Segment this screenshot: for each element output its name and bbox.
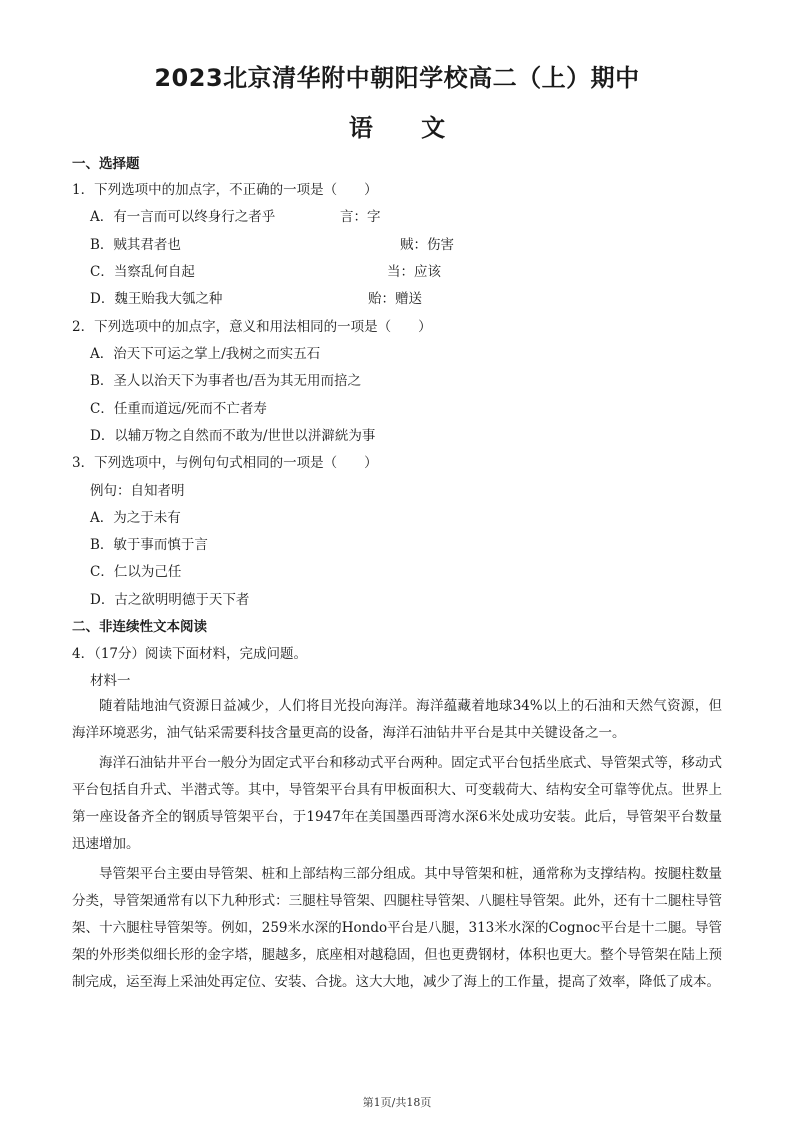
q3-example: 例句：自知者明 — [90, 483, 185, 499]
subject-title: 语 文 — [348, 114, 446, 142]
material-paragraph-2: 海洋石油钻井平台一般分为固定式平台和移动式平台两种。固定式平台包括坐底式、导管架式等，移动式平台包括自升式、半潜式等。其中，导管架平台具有甲板面积大、可变载荷大、结构安全可靠等优点。世界上第一座设备齐全的钢质导管架平台，于1947年在美国墨西哥湾水深6米处成功安装。此后，导管架平台数量迅速增加。 — [72, 755, 722, 852]
q3-option-d: D．古之欲明明德于天下者 — [90, 592, 250, 608]
q2-option-a: A．治天下可运之掌上/我树之而实五石 — [90, 346, 321, 362]
question-3-stem: 3．下列选项中，与例句句式相同的一项是（ ） — [72, 455, 378, 471]
exam-title: 2023北京清华附中朝阳学校高二（上）期中 — [154, 64, 640, 92]
question-1-stem: 1．下列选项中的加点字，不正确的一项是（ ） — [72, 182, 378, 198]
q1-option-a-note: 言：字 — [340, 209, 381, 225]
q1-option-b: B．贼其君者也 — [90, 237, 181, 253]
q3-option-c: C．仁以为己任 — [90, 564, 182, 580]
material-paragraph-1: 随着陆地油气资源日益减少，人们将目光投向海洋。海洋蕴藏着地球34%以上的石油和天然气资源，但海洋环境恶劣，油气钻采需要科技含量更高的设备，海洋石油钻井平台是其中关键设备之一。 — [72, 698, 722, 741]
q1-option-b-note: 贼：伤害 — [400, 237, 454, 253]
q2-option-b: B．圣人以治天下为事者也/吾为其无用而掊之 — [90, 373, 361, 389]
q1-option-c-note: 当：应该 — [387, 264, 441, 280]
material-paragraph-3: 导管架平台主要由导管架、桩和上部结构三部分组成。其中导管架和桩，通常称为支撑结构。按腿柱数量分类，导管架通常有以下九种形式：三腿柱导管架、四腿柱导管架、八腿柱导管架。此外，还有十二腿柱导管架、十六腿柱导管架等。例如，259米水深的Hondo平台是八腿，313米水深的Cognoc平台是十二腿。导管架的外形类似细长形的金字塔，腿越多，底座相对越稳固，但也更费钢材，体积也更大。整个导管架在陆上预制完成，运至海上采油处再定位、安装、合拢。这大大地，减少了海上的工作量，提高了效率，降低了成本。 — [72, 866, 722, 990]
q1-option-a: A．有一言而可以终身行之者乎 — [90, 209, 276, 225]
question-2-stem: 2．下列选项中的加点字，意义和用法相同的一项是（ ） — [72, 319, 432, 335]
q2-option-d: D．以辅万物之自然而不敢为/世世以洴澼絖为事 — [90, 428, 376, 444]
q3-option-a: A．为之于未有 — [90, 510, 181, 526]
section-heading-reading: 二、非连续性文本阅读 — [72, 619, 207, 635]
page-number: 第1页/共18页 — [362, 1096, 432, 1109]
question-4-stem: 4．（17分）阅读下面材料，完成问题。 — [72, 646, 308, 662]
q1-option-d-note: 贻：赠送 — [368, 291, 422, 307]
section-heading-choice: 一、选择题 — [72, 156, 140, 172]
q1-option-c: C．当察乱何自起 — [90, 264, 195, 280]
q3-option-b: B．敏于事而慎于言 — [90, 537, 208, 553]
q1-option-d: D．魏王贻我大瓠之种 — [90, 291, 223, 307]
material-label: 材料一 — [90, 673, 131, 689]
q2-option-c: C．任重而道远/死而不亡者寿 — [90, 401, 267, 417]
